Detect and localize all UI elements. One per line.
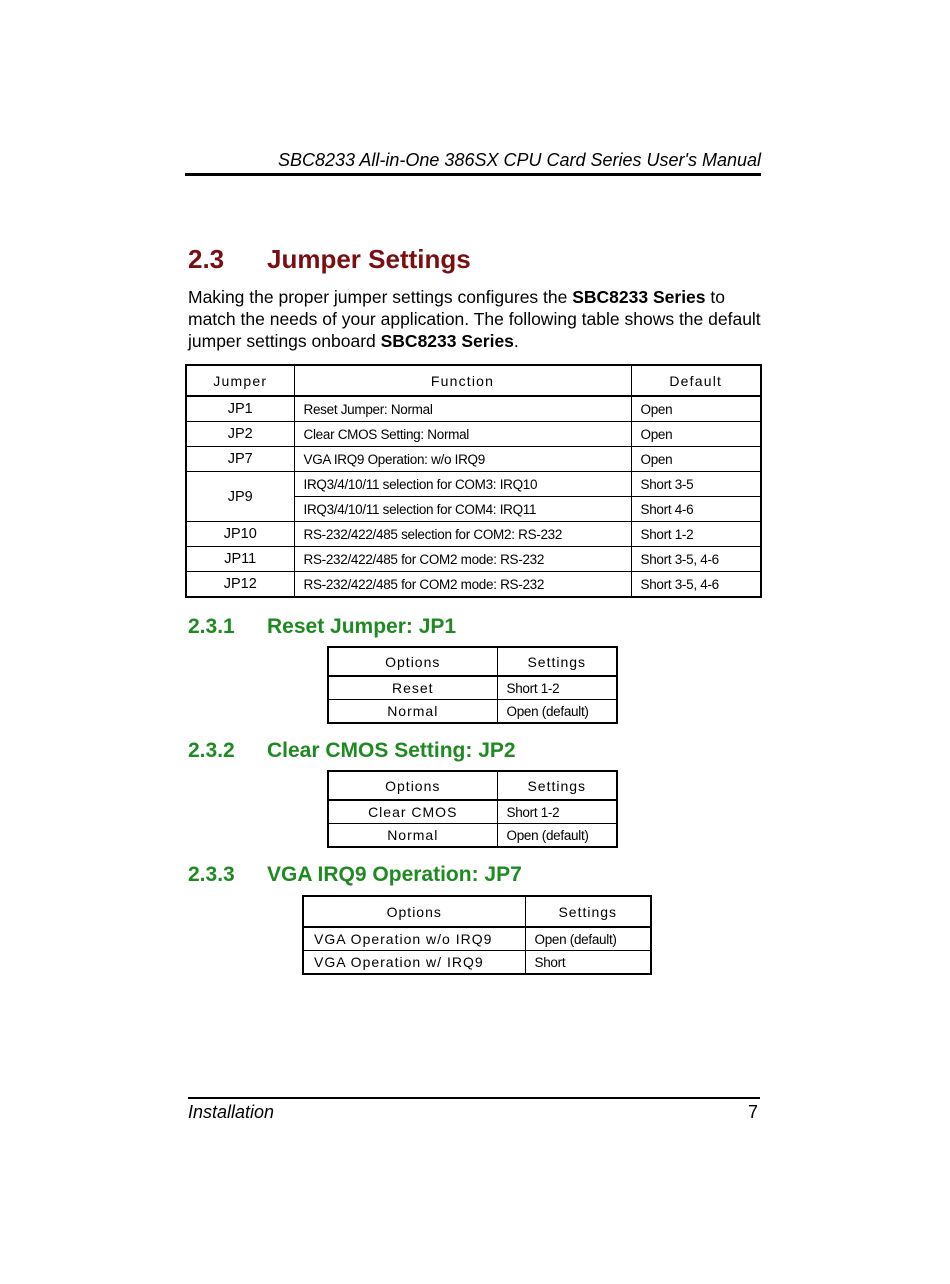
table-row [303, 951, 651, 975]
jumper-defaults-table [185, 364, 762, 598]
function-cell: RS-232/422/485 selection for COM2: RS-232 [294, 522, 631, 547]
function-cell: IRQ3/4/10/11 selection for COM3: IRQ10 [294, 472, 631, 497]
table-row [328, 676, 617, 700]
intro-product-1: SBC8233 Series [572, 287, 706, 307]
col-header-default: Default [631, 365, 761, 396]
table-row [328, 824, 617, 848]
section-title: Jumper Settings [267, 244, 471, 274]
intro-text-1: Making the proper jumper settings configures the [188, 287, 573, 307]
table-header-row [328, 647, 617, 676]
option-cell: VGA Operation w/o IRQ9 [303, 927, 525, 951]
manual-title: SBC8233 All-in-One 386SX CPU Card Series User's Manual [278, 150, 761, 170]
section-heading [188, 244, 471, 275]
option-cell: Normal [328, 700, 497, 724]
table-row [186, 547, 761, 572]
default-cell: Short 1-2 [631, 522, 761, 547]
setting-cell: Short 1-2 [497, 800, 617, 824]
jumper-cell: JP1 [186, 396, 294, 422]
table-row [186, 522, 761, 547]
clear-cmos-table [327, 770, 618, 848]
table-header-row [186, 365, 761, 396]
subsection-heading-vga [188, 863, 522, 887]
option-cell: Reset [328, 676, 497, 700]
setting-cell: Open (default) [497, 824, 617, 848]
intro-text-3: . [513, 331, 519, 351]
option-cell: Clear CMOS [328, 800, 497, 824]
col-header-settings: Settings [525, 896, 651, 927]
table-row [186, 572, 761, 598]
function-cell: Clear CMOS Setting: Normal [294, 422, 631, 447]
col-header-options: Options [328, 771, 497, 800]
subsection-title: VGA IRQ9 Operation: JP7 [267, 863, 522, 886]
subsection-number: 2.3.1 [188, 615, 235, 638]
default-cell: Open [631, 422, 761, 447]
table-row [186, 396, 761, 422]
setting-cell: Open (default) [497, 700, 617, 724]
intro-product-2: SBC8233 Series [380, 331, 514, 351]
jumper-cell: JP9 [186, 472, 294, 522]
option-cell: Normal [328, 824, 497, 848]
function-cell: RS-232/422/485 for COM2 mode: RS-232 [294, 572, 631, 598]
col-header-jumper: Jumper [186, 365, 294, 396]
running-header [185, 150, 761, 176]
col-header-settings: Settings [497, 647, 617, 676]
page-number: 7 [747, 1102, 758, 1122]
col-header-settings: Settings [497, 771, 617, 800]
option-cell: VGA Operation w/ IRQ9 [303, 951, 525, 975]
function-cell: IRQ3/4/10/11 selection for COM4: IRQ11 [294, 497, 631, 522]
footer-chapter: Installation [188, 1102, 275, 1122]
jumper-cell: JP12 [186, 572, 294, 598]
subsection-heading-cmos [188, 739, 516, 763]
subsection-number: 2.3.3 [188, 863, 235, 886]
setting-cell: Short 1-2 [497, 676, 617, 700]
intro-text-2: to match the needs of your application. The following table shows the default jumper settings onboard [188, 287, 761, 351]
default-cell: Open [631, 447, 761, 472]
jumper-cell: JP11 [186, 547, 294, 572]
default-cell: Short 4-6 [631, 497, 761, 522]
table-header-row [328, 771, 617, 800]
function-cell: VGA IRQ9 Operation: w/o IRQ9 [294, 447, 631, 472]
function-cell: Reset Jumper: Normal [294, 396, 631, 422]
table-row [303, 927, 651, 951]
function-cell: RS-232/422/485 for COM2 mode: RS-232 [294, 547, 631, 572]
setting-cell: Open (default) [525, 927, 651, 951]
setting-cell: Short [525, 951, 651, 975]
subsection-title: Reset Jumper: JP1 [267, 615, 457, 638]
table-header-row [303, 896, 651, 927]
table-row [328, 800, 617, 824]
jumper-cell: JP7 [186, 447, 294, 472]
reset-jumper-table [327, 646, 618, 724]
col-header-function: Function [294, 365, 631, 396]
subsection-heading-reset [188, 615, 456, 639]
intro-paragraph [188, 286, 768, 352]
default-cell: Short 3-5, 4-6 [631, 547, 761, 572]
jumper-cell: JP2 [186, 422, 294, 447]
page-footer [188, 1097, 760, 1123]
default-cell: Short 3-5, 4-6 [631, 572, 761, 598]
subsection-title: Clear CMOS Setting: JP2 [267, 739, 516, 762]
section-number: 2.3 [188, 244, 225, 274]
table-row [186, 447, 761, 472]
subsection-number: 2.3.2 [188, 739, 235, 762]
vga-irq9-table [302, 895, 652, 975]
col-header-options: Options [303, 896, 525, 927]
default-cell: Short 3-5 [631, 472, 761, 497]
jumper-cell: JP10 [186, 522, 294, 547]
table-row [186, 422, 761, 447]
table-row [328, 700, 617, 724]
col-header-options: Options [328, 647, 497, 676]
table-row [186, 472, 761, 497]
default-cell: Open [631, 396, 761, 422]
